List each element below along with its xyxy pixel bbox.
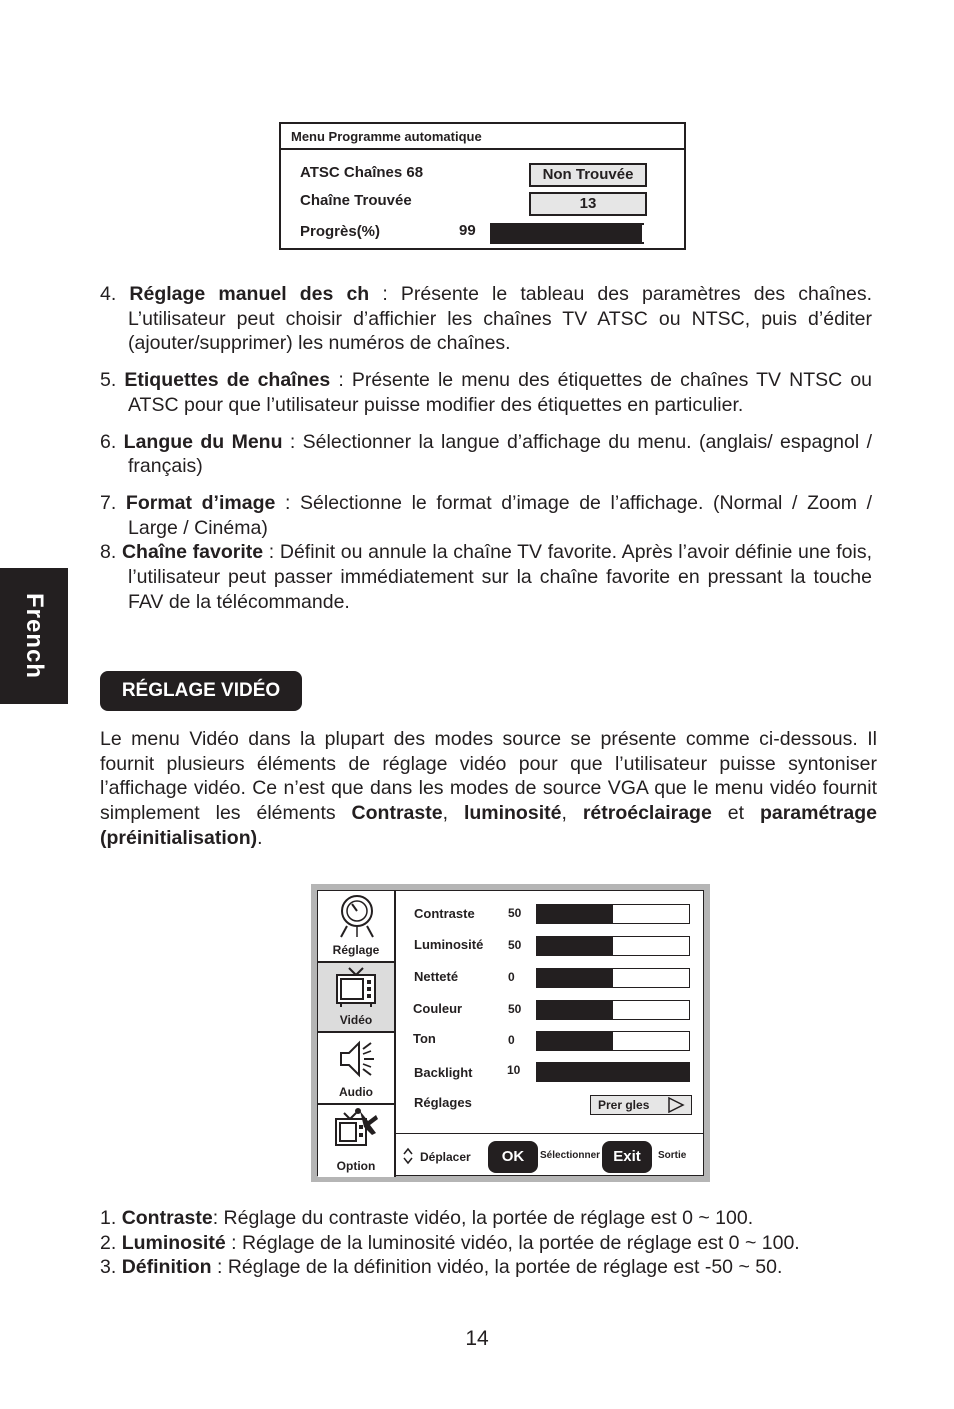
dial-icon — [337, 894, 377, 938]
tint-slider[interactable] — [536, 1031, 690, 1051]
slider-fill — [537, 905, 613, 923]
video-menu-screenshot — [311, 884, 710, 1182]
progress-bar — [490, 223, 644, 244]
sidebar-label: Vidéo — [339, 1013, 373, 1027]
list-item: 3. Définition : Réglage de la définition vidéo, la portée de réglage est -50 ~ 50. — [100, 1256, 783, 1279]
list-item: 6. Langue du Menu : Sélectionner la langue d’affichage du menu. (anglais/ espagnol / français) — [100, 430, 873, 478]
list-item: 1. Contraste: Réglage du contraste vidéo, la portée de réglage est 0 ~ 100. — [100, 1207, 754, 1229]
reset-button-label: Prer gles — [598, 1098, 650, 1112]
sidebar-label: Option — [336, 1159, 376, 1173]
color-slider[interactable] — [536, 1000, 690, 1020]
tv-icon — [335, 966, 377, 1008]
tv-tools-icon — [334, 1107, 380, 1151]
slider-fill — [537, 1063, 689, 1081]
found-channel-value: 13 — [529, 192, 647, 216]
sharpness-value: 0 — [508, 970, 515, 984]
exit-hint: Sortie — [658, 1150, 687, 1161]
contrast-value: 50 — [508, 906, 522, 920]
language-side-tab — [0, 568, 68, 704]
move-hint: Déplacer — [420, 1150, 471, 1164]
brightness-label: Luminosité — [414, 937, 484, 952]
slider-fill — [537, 1001, 613, 1019]
auto-menu-title: Menu Programme automatique — [281, 124, 684, 150]
found-channel-label: Chaîne Trouvée — [300, 192, 412, 209]
side-tab-label: French — [21, 592, 49, 680]
sidebar-item-audio[interactable] — [318, 1033, 396, 1105]
progress-value: 99 — [459, 222, 476, 239]
auto-program-menu — [279, 122, 686, 250]
reset-label: Réglages — [414, 1095, 472, 1110]
list-item: 5. Etiquettes de chaînes : Présente le menu des étiquettes de chaînes TV NTSC ou ATSC pour que l’utilisateur puisse modifier des étiquettes en particulier. — [100, 369, 873, 416]
up-down-arrows-icon — [402, 1146, 414, 1166]
exit-button[interactable]: Exit — [602, 1141, 652, 1173]
select-hint: Sélectionner — [540, 1150, 601, 1161]
slider-fill — [537, 1032, 613, 1050]
slider-fill — [537, 937, 613, 955]
backlight-slider[interactable] — [536, 1062, 690, 1082]
intro-paragraph: Le menu Vidéo dans la plupart des modes source se présente comme ci-dessous. Il fournit plusieurs éléments de réglage vidéo pour que l’utilisateur puisse syntoniser l’affichage vidéo. Ce n’est que dans les modes de source VGA que le menu vidéo fournit simplement les éléments Contraste, luminosité, rétroéclairage et paramétrage (préinitialisation). — [100, 728, 877, 849]
play-arrow-icon — [667, 1097, 685, 1113]
list-items-bottom — [100, 1206, 900, 1280]
sidebar-label: Audio — [339, 1085, 373, 1099]
tint-value: 0 — [508, 1033, 515, 1047]
atsc-status-box: Non Trouvée — [529, 163, 647, 187]
list-item: 7. Format d’image : Sélectionne le format d’image de l’affichage. (Normal / Zoom / Large / Cinéma) — [100, 491, 872, 539]
list-items-top — [100, 282, 872, 614]
sharpness-slider[interactable] — [536, 968, 690, 988]
brightness-slider[interactable] — [536, 936, 690, 956]
contrast-slider[interactable] — [536, 904, 690, 924]
page-number: 14 — [465, 1327, 489, 1350]
video-menu-panel — [317, 890, 704, 1176]
color-value: 50 — [508, 1002, 522, 1016]
slider-fill — [537, 969, 613, 987]
section-heading: RÉGLAGE VIDÉO — [100, 671, 302, 711]
sidebar-item-reglage[interactable] — [318, 891, 396, 963]
contrast-label: Contraste — [414, 906, 475, 921]
video-menu-footer — [396, 1133, 703, 1175]
reset-button[interactable] — [590, 1095, 692, 1115]
progress-label: Progrès(%) — [300, 223, 381, 240]
sharpness-label: Netteté — [414, 969, 459, 984]
brightness-value: 50 — [508, 938, 522, 952]
sidebar-item-video[interactable] — [318, 963, 396, 1033]
list-item: 8. Chaîne favorite : Définit ou annule la chaîne TV favorite. Après l’avoir définie une fois, l’utilisateur peut passer immédiatement sur la chaîne favorite en pressant la touche FAV de la télécommande. — [100, 541, 873, 613]
backlight-value: 10 — [507, 1063, 521, 1077]
sidebar-item-option[interactable] — [318, 1105, 396, 1177]
list-item: 2. Luminosité : Réglage de la luminosité vidéo, la portée de réglage est 0 ~ 100. — [100, 1231, 800, 1254]
color-label: Couleur — [413, 1001, 463, 1016]
ok-button[interactable]: OK — [488, 1141, 538, 1173]
backlight-label: Backlight — [414, 1065, 473, 1080]
list-item: 4. Réglage manuel des ch : Présente le tableau des paramètres des chaînes. L’utilisateur peut choisir d’affichier les chaînes TV ATSC ou NTSC, puis d’éditer (ajouter/supprimer) les numéros de chaînes. — [100, 283, 872, 355]
sidebar-label: Réglage — [332, 943, 380, 957]
atsc-channels-label: ATSC Chaînes 68 — [300, 164, 424, 181]
progress-bar-end — [642, 225, 645, 242]
tint-label: Ton — [413, 1031, 436, 1046]
speaker-icon — [337, 1039, 377, 1079]
